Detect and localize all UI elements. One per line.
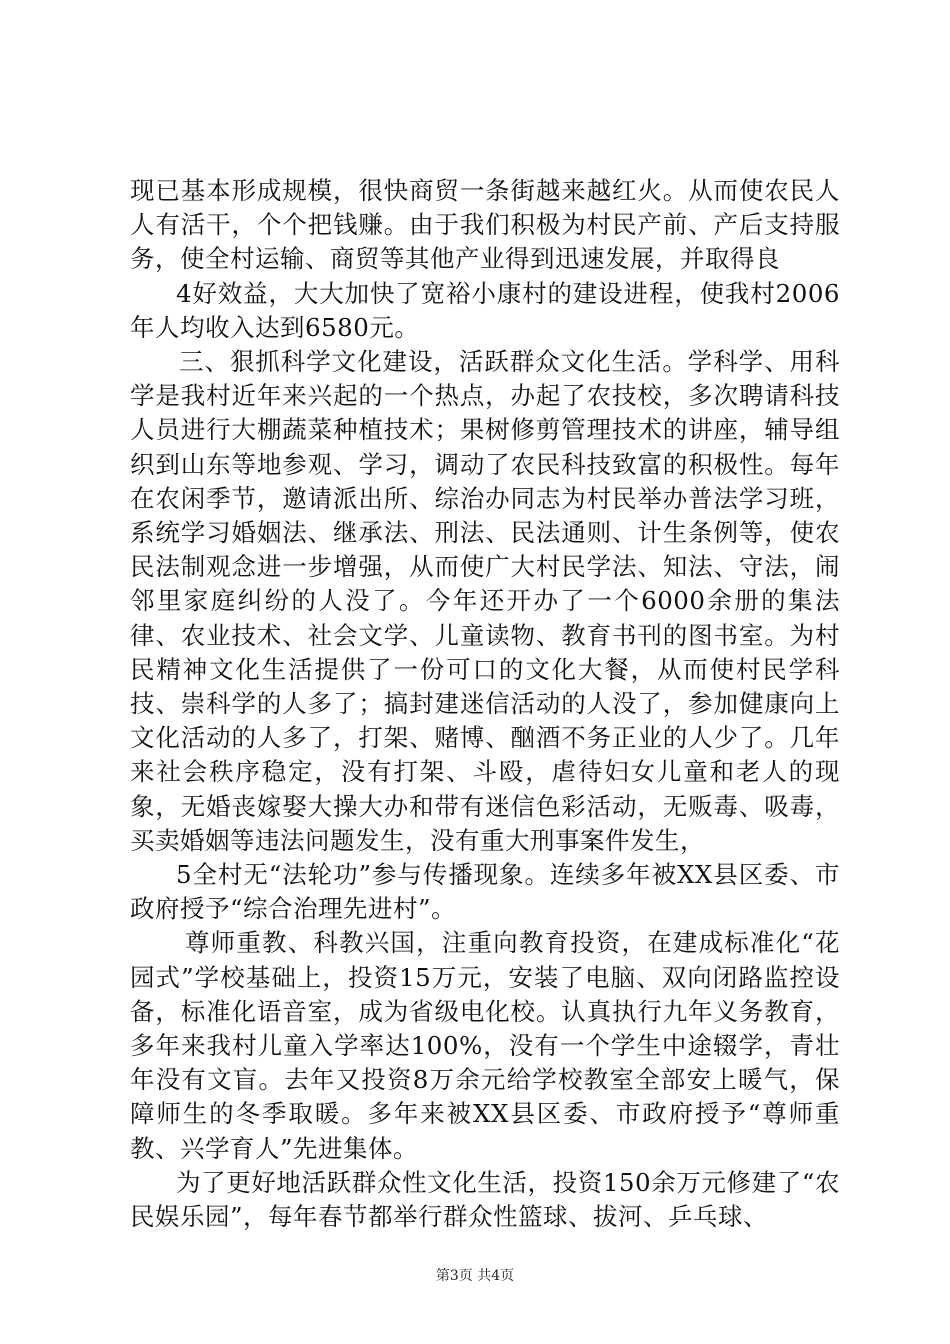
paragraph: 三、狠抓科学文化建设，活跃群众文化生活。学科学、用科学是我村近年来兴起的一个热点，办起了农技校，多次聘请科技人员进行大棚蔬菜种植技术；果树修剪管理技术的讲座，辅导组织到山东等地参观、学习，调动了农民科技致富的积极性。每年在农闲季节，邀请派出所、综治办同志为村民举办普法学习班，系统学习婚姻法、继承法、刑法、民法通则、计生条例等，使农民法制观念进一步增强，从而使广大村民学法、知法、守法，闹邻里家庭纠纷的人没了。今年还开办了一个6000余册的集法律、农业技术、社会文学、儿童读物、教育书刊的图书室。为村民精神文化生活提供了一份可口的文化大餐，从而使村民学科技、崇科学的人多了；搞封建迷信活动的人没了，参加健康向上文化活动的人多了，打架、赌博、酗酒不务正业的人少了。几年来社会秩序稳定，没有打架、斗殴，虐待妇女儿童和老人的现象，无婚丧嫁娶大操大办和带有迷信色彩活动，无贩毒、吸毒，买卖婚姻等违法问题发生，没有重大刑事案件发生， [130, 347, 840, 855]
paragraph: 5全村无“法轮功”参与传播现象。连续多年被XX县区委、市政府授予“综合治理先进村”。 [130, 860, 840, 924]
page-number-footer: 第3页 共4页 [435, 1268, 515, 1284]
document-body [130, 174, 840, 1234]
paragraph: 4好效益，大大加快了宽裕小康村的建设进程，使我村2006年人均收入达到6580元。 [130, 278, 840, 342]
paragraph: 为了更好地活跃群众性文化生活，投资150余万元修建了“农民娱乐园”，每年春节都举行群众性篮球、拔河、乒乓球、 [130, 1167, 840, 1232]
paragraph: 尊师重教、科教兴国，注重向教育投资，在建成标准化“花园式”学校基础上，投资15万元，安装了电脑、双向闭路监控设备，标准化语音室，成为省级电化校。认真执行九年义务教育，多年来我村儿童入学率达100%，没有一个学生中途辍学，青壮年没有文盲。去年又投资8万余元给学校教室全部安上暖气，保障师生的冬季取暖。多年来被XX县区委、市政府授予“尊师重教、兴学育人”先进集体。 [130, 928, 840, 1163]
paragraph: 现已基本形成规模，很快商贸一条街越来越红火。从而使农民人人有活干，个个把钱赚。由于我们积极为村民产前、产后支持服务，使全村运输、商贸等其他产业得到迅速发展，并取得良 [130, 176, 840, 274]
